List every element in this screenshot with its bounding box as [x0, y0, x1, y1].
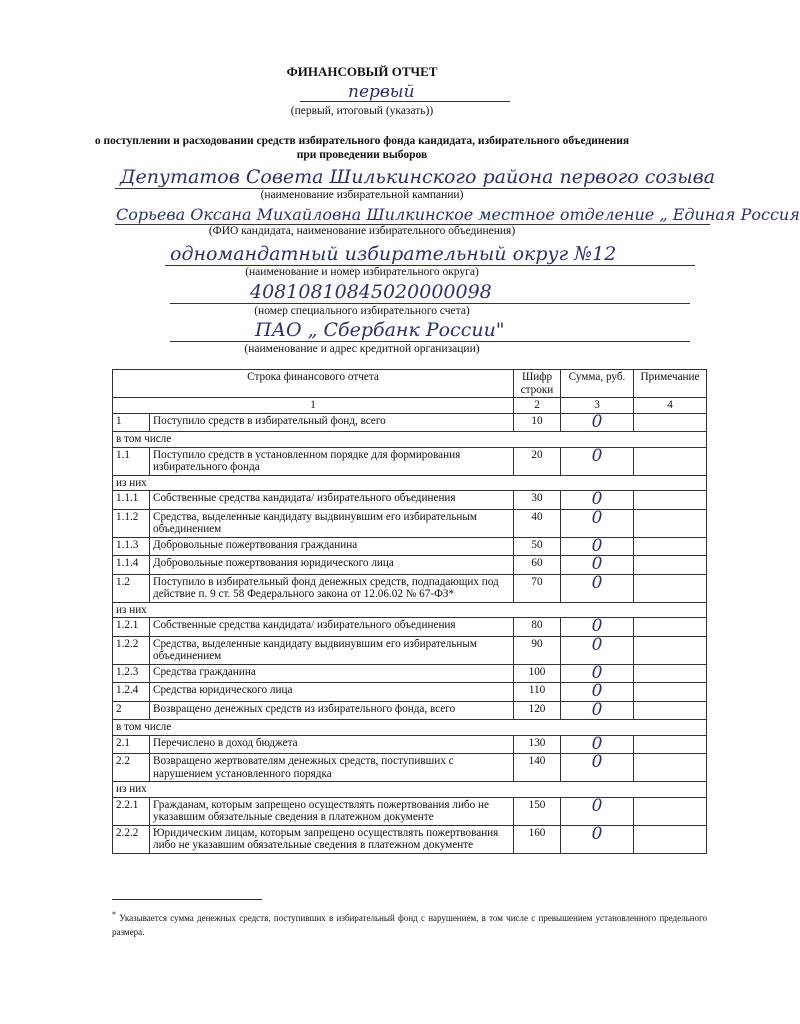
table-row [113, 701, 707, 720]
row-note [634, 447, 707, 475]
row-text: Возвращено жертвователям денежных средств, поступивших с нарушением установленного порядка [150, 754, 514, 782]
footnote-text: Указывается сумма денежных средств, поступивших в избирательный фонд с нарушением, в том числе с превышением установленного предельного размера. [112, 913, 708, 937]
row-number: 1.2.4 [113, 683, 150, 702]
header-note: Примечание [634, 370, 707, 398]
row-text: Собственные средства кандидата/ избирательного объединения [150, 491, 514, 510]
table-row [113, 413, 707, 432]
row-text: Поступило в избирательный фонд денежных средств, подпадающих под действие п. 9 ст. 58 Федерального закона от 12.06.02 № 67-ФЗ* [150, 574, 514, 602]
handwritten-zero: 0 [591, 752, 603, 772]
row-sum [561, 491, 634, 510]
row-number: 1.1.2 [113, 509, 150, 537]
row-code: 10 [514, 413, 561, 432]
campaign-handwritten: Депутатов Совета Шилькинского района первого созыва [120, 166, 716, 188]
row-text: Поступило средств в избирательный фонд, всего [150, 413, 514, 432]
report-type-line [300, 101, 510, 102]
row-code: 80 [514, 618, 561, 637]
financial-report-table [112, 369, 707, 854]
row-number: 1.1.1 [113, 491, 150, 510]
row-number: 1.2.2 [113, 636, 150, 664]
row-number: 2.2.2 [113, 825, 150, 853]
table-subheading-row [113, 720, 707, 736]
row-sum [561, 618, 634, 637]
row-sum [561, 574, 634, 602]
row-text: Поступило средств в установленном порядке для формирования избирательного фонда [150, 447, 514, 475]
account-handwritten: 40810810845020000098 [250, 281, 492, 303]
table-subheading-row [113, 602, 707, 618]
row-code: 30 [514, 491, 561, 510]
row-number: 2.2 [113, 754, 150, 782]
table-row [113, 825, 707, 853]
row-text: Гражданам, которым запрещено осуществлять пожертвования либо не указавшим обязательные сведения в платежном документе [150, 797, 514, 825]
handwritten-zero: 0 [591, 445, 603, 466]
row-code: 150 [514, 797, 561, 825]
row-sum [561, 797, 634, 825]
table-row [113, 683, 707, 702]
footnote-divider [112, 899, 262, 900]
table-row [113, 574, 707, 602]
row-note [634, 636, 707, 664]
row-text: Юридическим лицам, которым запрещено осуществлять пожертвования либо не указавшим обязательные сведения в платежном документе [150, 825, 514, 853]
subheading-cell: в том числе [113, 720, 707, 736]
column-number-2: 2 [514, 398, 561, 414]
subheading-cell: из них [113, 602, 707, 618]
handwritten-zero: 0 [591, 699, 603, 720]
row-number: 1.2 [113, 574, 150, 602]
row-note [634, 825, 707, 853]
row-text: Собственные средства кандидата/ избирательного объединения [150, 618, 514, 637]
handwritten-zero: 0 [591, 489, 603, 509]
table-row [113, 636, 707, 664]
row-number: 1.2.1 [113, 618, 150, 637]
row-sum [561, 447, 634, 475]
report-type-handwritten: первый [348, 82, 415, 102]
district-caption: (наименование и номер избирательного округа) [245, 266, 479, 278]
row-code: 90 [514, 636, 561, 664]
row-sum [561, 664, 634, 683]
row-code: 70 [514, 574, 561, 602]
bank-caption: (наименование и адрес кредитной организации) [244, 343, 480, 355]
row-note [634, 509, 707, 537]
table-subheading-row [113, 475, 707, 491]
row-sum [561, 636, 634, 664]
row-code: 60 [514, 556, 561, 575]
row-note [634, 618, 707, 637]
report-type-caption: (первый, итоговый (указать)) [290, 105, 434, 117]
row-note [634, 556, 707, 575]
row-code: 50 [514, 537, 561, 556]
row-number: 1.1.3 [113, 537, 150, 556]
bank-handwritten: ПАО „ Сбербанк России" [255, 319, 505, 341]
row-note [634, 491, 707, 510]
row-sum [561, 701, 634, 720]
footnote [112, 908, 707, 939]
row-code: 160 [514, 825, 561, 853]
handwritten-zero: 0 [591, 554, 603, 574]
column-number-row [113, 398, 707, 414]
subheading-line-2: при проведении выборов [296, 149, 428, 161]
row-text: Средства юридического лица [150, 683, 514, 702]
row-sum [561, 735, 634, 754]
row-note [634, 754, 707, 782]
row-code: 110 [514, 683, 561, 702]
table-header-row [113, 370, 707, 398]
table-subheading-row [113, 782, 707, 798]
row-text: Средства, выделенные кандидату выдвинувшим его избирательным объединением [150, 509, 514, 537]
header-sum: Сумма, руб. [561, 370, 634, 398]
campaign-caption: (наименование избирательной кампании) [260, 189, 464, 201]
handwritten-zero: 0 [591, 795, 603, 816]
row-number: 1.1 [113, 447, 150, 475]
table-row [113, 447, 707, 475]
row-text: Средства, выделенные кандидату выдвинувшим его избирательным объединением [150, 636, 514, 664]
handwritten-zero: 0 [591, 411, 603, 432]
column-number-3: 3 [561, 398, 634, 414]
column-number-4: 4 [634, 398, 707, 414]
account-line [170, 303, 690, 304]
handwritten-zero: 0 [591, 634, 603, 655]
bank-line [170, 341, 690, 342]
subheading-cell: в том числе [113, 432, 707, 448]
row-note [634, 664, 707, 683]
candidate-caption: (ФИО кандидата, наименование избирательного объединения) [208, 225, 516, 237]
handwritten-zero: 0 [591, 572, 603, 593]
row-code: 120 [514, 701, 561, 720]
row-number: 1.2.3 [113, 664, 150, 683]
subheading [0, 134, 724, 162]
row-sum [561, 537, 634, 556]
row-sum [561, 509, 634, 537]
subheading-cell: из них [113, 475, 707, 491]
row-text: Средства гражданина [150, 664, 514, 683]
table-row [113, 509, 707, 537]
table-subheading-row [113, 432, 707, 448]
row-text: Возвращено денежных средств из избирательного фонда, всего [150, 701, 514, 720]
row-text: Перечислено в доход бюджета [150, 735, 514, 754]
row-text: Добровольные пожертвования юридического лица [150, 556, 514, 575]
handwritten-zero: 0 [591, 507, 603, 528]
handwritten-zero: 0 [591, 616, 603, 636]
handwritten-zero: 0 [591, 535, 603, 556]
table-row [113, 735, 707, 754]
handwritten-zero: 0 [591, 823, 603, 844]
row-number: 2 [113, 701, 150, 720]
table-row [113, 797, 707, 825]
row-number: 2.2.1 [113, 797, 150, 825]
row-text: Добровольные пожертвования гражданина [150, 537, 514, 556]
row-sum [561, 556, 634, 575]
row-sum [561, 754, 634, 782]
row-note [634, 574, 707, 602]
row-note [634, 537, 707, 556]
handwritten-zero: 0 [591, 733, 603, 754]
handwritten-zero: 0 [591, 681, 603, 701]
row-note [634, 735, 707, 754]
row-note [634, 797, 707, 825]
table-row [113, 537, 707, 556]
row-code: 100 [514, 664, 561, 683]
row-note [634, 683, 707, 702]
column-number-1: 1 [113, 398, 514, 414]
row-number: 2.1 [113, 735, 150, 754]
table-row [113, 618, 707, 637]
district-handwritten: одномандатный избирательный округ №12 [170, 243, 617, 265]
table-row [113, 754, 707, 782]
footnote-mark: * [112, 910, 116, 919]
handwritten-zero: 0 [591, 662, 603, 683]
row-sum [561, 825, 634, 853]
row-number: 1.1.4 [113, 556, 150, 575]
row-code: 130 [514, 735, 561, 754]
report-title: ФИНАНСОВЫЙ ОТЧЕТ [286, 64, 438, 79]
account-caption: (номер специального избирательного счета) [254, 305, 470, 317]
row-code: 40 [514, 509, 561, 537]
subheading-line-1: о поступлении и расходовании средств избирательного фонда кандидата, избирательного объединения [94, 135, 630, 147]
row-note [634, 413, 707, 432]
row-code: 140 [514, 754, 561, 782]
table-row [113, 491, 707, 510]
header-line: Строка финансового отчета [113, 370, 514, 398]
row-sum [561, 683, 634, 702]
table-row [113, 556, 707, 575]
row-sum [561, 413, 634, 432]
candidate-handwritten: Сорьева Оксана Михайловна Шилкинское местное отделение „ Единая Россия [116, 205, 800, 224]
row-number: 1 [113, 413, 150, 432]
table-row [113, 664, 707, 683]
row-note [634, 701, 707, 720]
header-code: Шифр строки [514, 370, 561, 398]
subheading-cell: из них [113, 782, 707, 798]
row-code: 20 [514, 447, 561, 475]
